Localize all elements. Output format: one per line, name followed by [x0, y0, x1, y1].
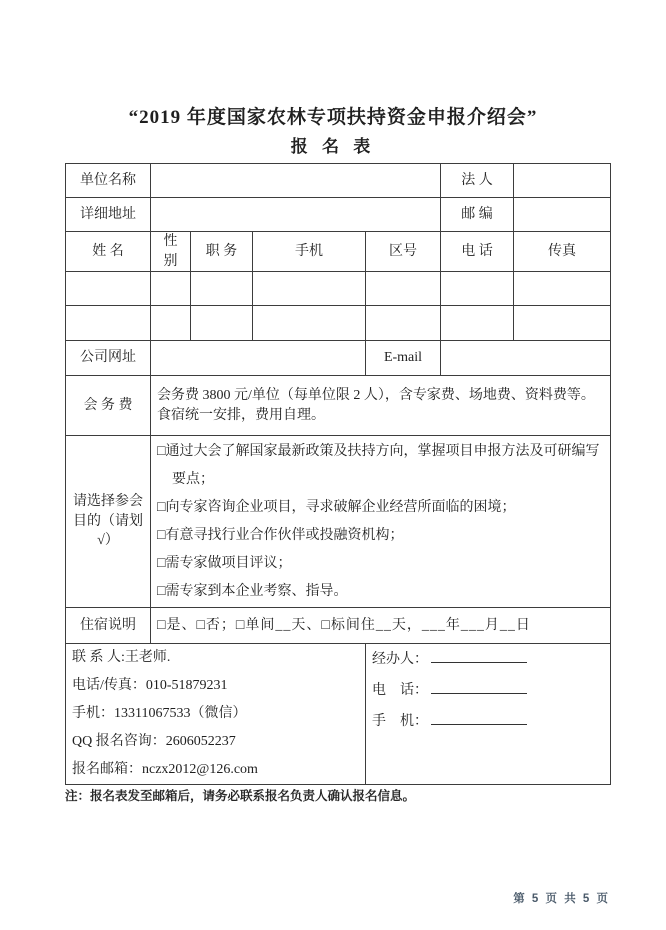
person2-name-cell[interactable]: [66, 306, 151, 341]
row-person-2: [66, 306, 611, 341]
legal-person-label: 法 人: [441, 164, 514, 198]
purpose-option-checkbox[interactable]: □通过大会了解国家最新政策及扶持方向，掌握项目申报方法及可研编写要点；: [157, 443, 600, 487]
row-address: [66, 198, 611, 232]
row-unit-name: [66, 164, 611, 198]
handler-mobile-blank-line[interactable]: [431, 711, 527, 725]
person2-phone-cell[interactable]: [441, 306, 514, 341]
person2-mobile-cell[interactable]: [253, 306, 366, 341]
contact-person-line: 联 系 人:王老师.: [72, 650, 171, 666]
person1-gender-cell[interactable]: [151, 272, 191, 306]
person2-fax-cell[interactable]: [514, 306, 611, 341]
header-gender: 性别: [151, 232, 191, 272]
person1-name-cell[interactable]: [66, 272, 151, 306]
row-person-header: [66, 232, 611, 272]
contact-qq-line: QQ 报名咨询：2606052237: [72, 734, 236, 750]
handler-mobile-field[interactable]: [372, 706, 604, 737]
header-areacode: 区号: [366, 232, 441, 272]
row-lodging: [66, 608, 611, 644]
contact-mobile-line: 手机：13311067533（微信）: [72, 706, 247, 722]
lodging-options[interactable]: □是、□否；□单间__天、□标间住__天，___年___月__日: [151, 608, 611, 644]
fee-text: 会务费 3800 元/单位（每单位限 2 人），含专家费、场地费、资料费等。食宿统一安排，费用自理。: [151, 376, 611, 436]
purpose-option-checkbox[interactable]: □向专家咨询企业项目，寻求破解企业经营所面临的困境；: [157, 499, 516, 515]
header-position: 职 务: [191, 232, 253, 272]
page-number: 第 5 页 共 5 页: [513, 893, 610, 905]
row-person-1: [66, 272, 611, 306]
handler-name-field[interactable]: [372, 644, 604, 675]
handler-name-label: 经办人：: [372, 652, 428, 668]
row-purpose: [66, 436, 611, 608]
email-input-cell[interactable]: [441, 341, 611, 376]
row-website: [66, 341, 611, 376]
legal-person-input-cell[interactable]: [514, 164, 611, 198]
registration-form-table: [65, 163, 611, 785]
address-input-cell[interactable]: [151, 198, 441, 232]
purpose-label: 请选择参会目的（请划√）: [66, 436, 151, 608]
fee-label: 会 务 费: [66, 376, 151, 436]
header-fax: 传真: [514, 232, 611, 272]
header-phone: 电 话: [441, 232, 514, 272]
header-mobile: 手机: [253, 232, 366, 272]
handler-mobile-label: 手 机：: [372, 714, 428, 730]
handler-phone-field[interactable]: [372, 675, 604, 706]
address-label: 详细地址: [66, 198, 151, 232]
unit-name-input-cell[interactable]: [151, 164, 441, 198]
person1-fax-cell[interactable]: [514, 272, 611, 306]
organizer-contact-info: [66, 644, 366, 785]
email-label: E-mail: [366, 341, 441, 376]
purpose-option-checkbox[interactable]: □有意寻找行业合作伙伴或投融资机构；: [157, 527, 404, 543]
handler-phone-label: 电 话：: [372, 683, 428, 699]
footnote: 注：报名表发至邮箱后，请务必联系报名负责人确认报名信息。: [65, 789, 416, 803]
page-title: “2019 年度国家农林专项扶持资金申报介绍会”: [128, 107, 538, 128]
contact-telfax-line: 电话/传真：010-51879231: [72, 678, 228, 694]
postcode-label: 邮 编: [441, 198, 514, 232]
handler-phone-blank-line[interactable]: [431, 680, 527, 694]
purpose-option-checkbox[interactable]: □需专家做项目评议；: [157, 555, 292, 571]
row-contact: [66, 644, 611, 785]
handler-name-blank-line[interactable]: [431, 649, 527, 663]
website-input-cell[interactable]: [151, 341, 366, 376]
row-fee: [66, 376, 611, 436]
form-subtitle: 报 名 表: [290, 137, 376, 156]
website-label: 公司网址: [66, 341, 151, 376]
person2-gender-cell[interactable]: [151, 306, 191, 341]
header-name: 姓 名: [66, 232, 151, 272]
person2-position-cell[interactable]: [191, 306, 253, 341]
postcode-input-cell[interactable]: [514, 198, 611, 232]
person1-phone-cell[interactable]: [441, 272, 514, 306]
person1-position-cell[interactable]: [191, 272, 253, 306]
person2-areacode-cell[interactable]: [366, 306, 441, 341]
lodging-label: 住宿说明: [66, 608, 151, 644]
person1-areacode-cell[interactable]: [366, 272, 441, 306]
purpose-option-checkbox[interactable]: □需专家到本企业考察、指导。: [157, 583, 348, 599]
person1-mobile-cell[interactable]: [253, 272, 366, 306]
handler-fields: [366, 644, 611, 785]
unit-name-label: 单位名称: [66, 164, 151, 198]
contact-email-line: 报名邮箱：nczx2012@126.com: [72, 762, 258, 778]
purpose-options-cell: [151, 436, 611, 608]
